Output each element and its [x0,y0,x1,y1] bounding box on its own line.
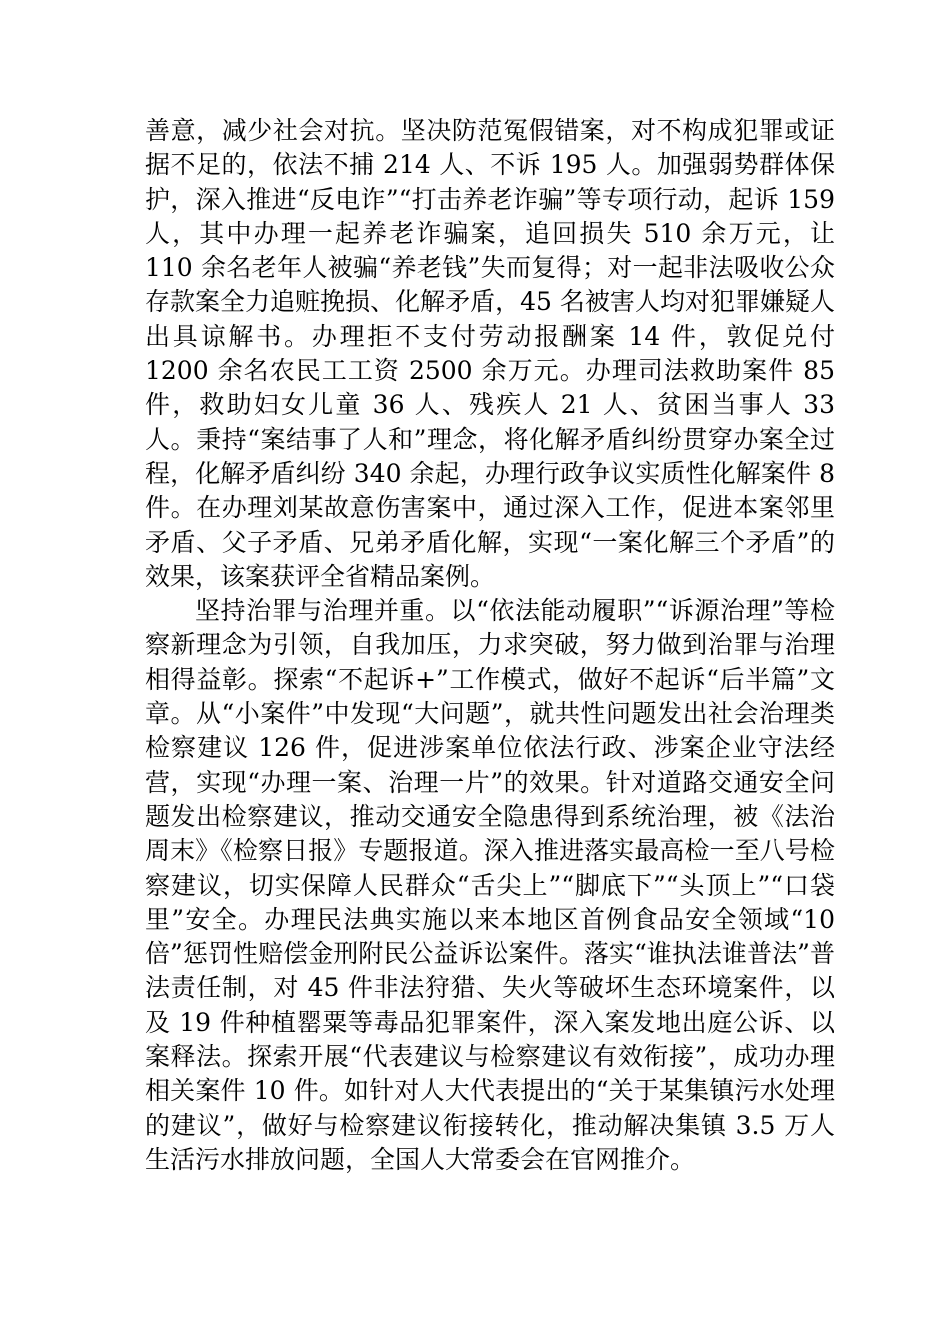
document-body [145,114,835,1177]
paragraph-governance: 坚持治罪与治理并重。以“依法能动履职”“诉源治理”等检察新理念为引领，自我加压，力求突破，努力做到治罪与治理相得益彰。探索“不起诉+”工作模式，做好不起诉“后半篇”文章。从“小案件”中发现“大问题”，就共性问题发出社会治理类检察建议 126 件，促进涉案单位依法行政、涉案企业守法经营，实现“办理一案、治理一片”的效果。针对道路交通安全问题发出检察建议，推动交通安全隐患得到系统治理，被《法治周末》《检察日报》专题报道。深入推进落实最高检一至八号检察建议，切实保障人民群众“舌尖上”“脚底下”“头顶上”“口袋里”安全。办理民法典实施以来本地区首例食品安全领域“10 倍”惩罚性赔偿金刑附民公益诉讼案件。落实“谁执法谁普法”普法责任制，对 45 件非法狩猎、失火等破坏生态环境案件，以及 19 件种植罂粟等毒品犯罪案件，深入案发地出庭公诉、以案释法。探索开展“代表建议与检察建议有效衔接”，成功办理相关案件 10 件。如针对人大代表提出的“关于某集镇污水处理的建议”，做好与检察建议衔接转化，推动解决集镇 3.5 万人生活污水排放问题，全国人大常委会在官网推介。 [145,596,835,1174]
paragraph-continued: 善意，减少社会对抗。坚决防范冤假错案，对不构成犯罪或证据不足的，依法不捕 214 人、不诉 195 人。加强弱势群体保护，深入推进“反电诈”“打击养老诈骗”等专项行动，起诉 159 人，其中办理一起养老诈骗案，追回损失 510 余万元，让 110 余名老年人被骗“养老钱”失而复得；对一起非法吸收公众存款案全力追赃挽损、化解矛盾，45 名被害人均对犯罪嫌疑人出具谅解书。办理拒不支付劳动报酬案 14 件，敦促兑付 1200 余名农民工工资 2500 余万元。办理司法救助案件 85 件，救助妇女儿童 36 人、残疾人 21 人、贫困当事人 33 人。秉持“案结事了人和”理念，将化解矛盾纠纷贯穿办案全过程，化解矛盾纠纷 340 余起，办理行政争议实质性化解案件 8 件。在办理刘某故意伤害案中，通过深入工作，促进本案邻里矛盾、父子矛盾、兄弟矛盾化解，实现“一案化解三个矛盾”的效果，该案获评全省精品案例。 [145,116,835,591]
